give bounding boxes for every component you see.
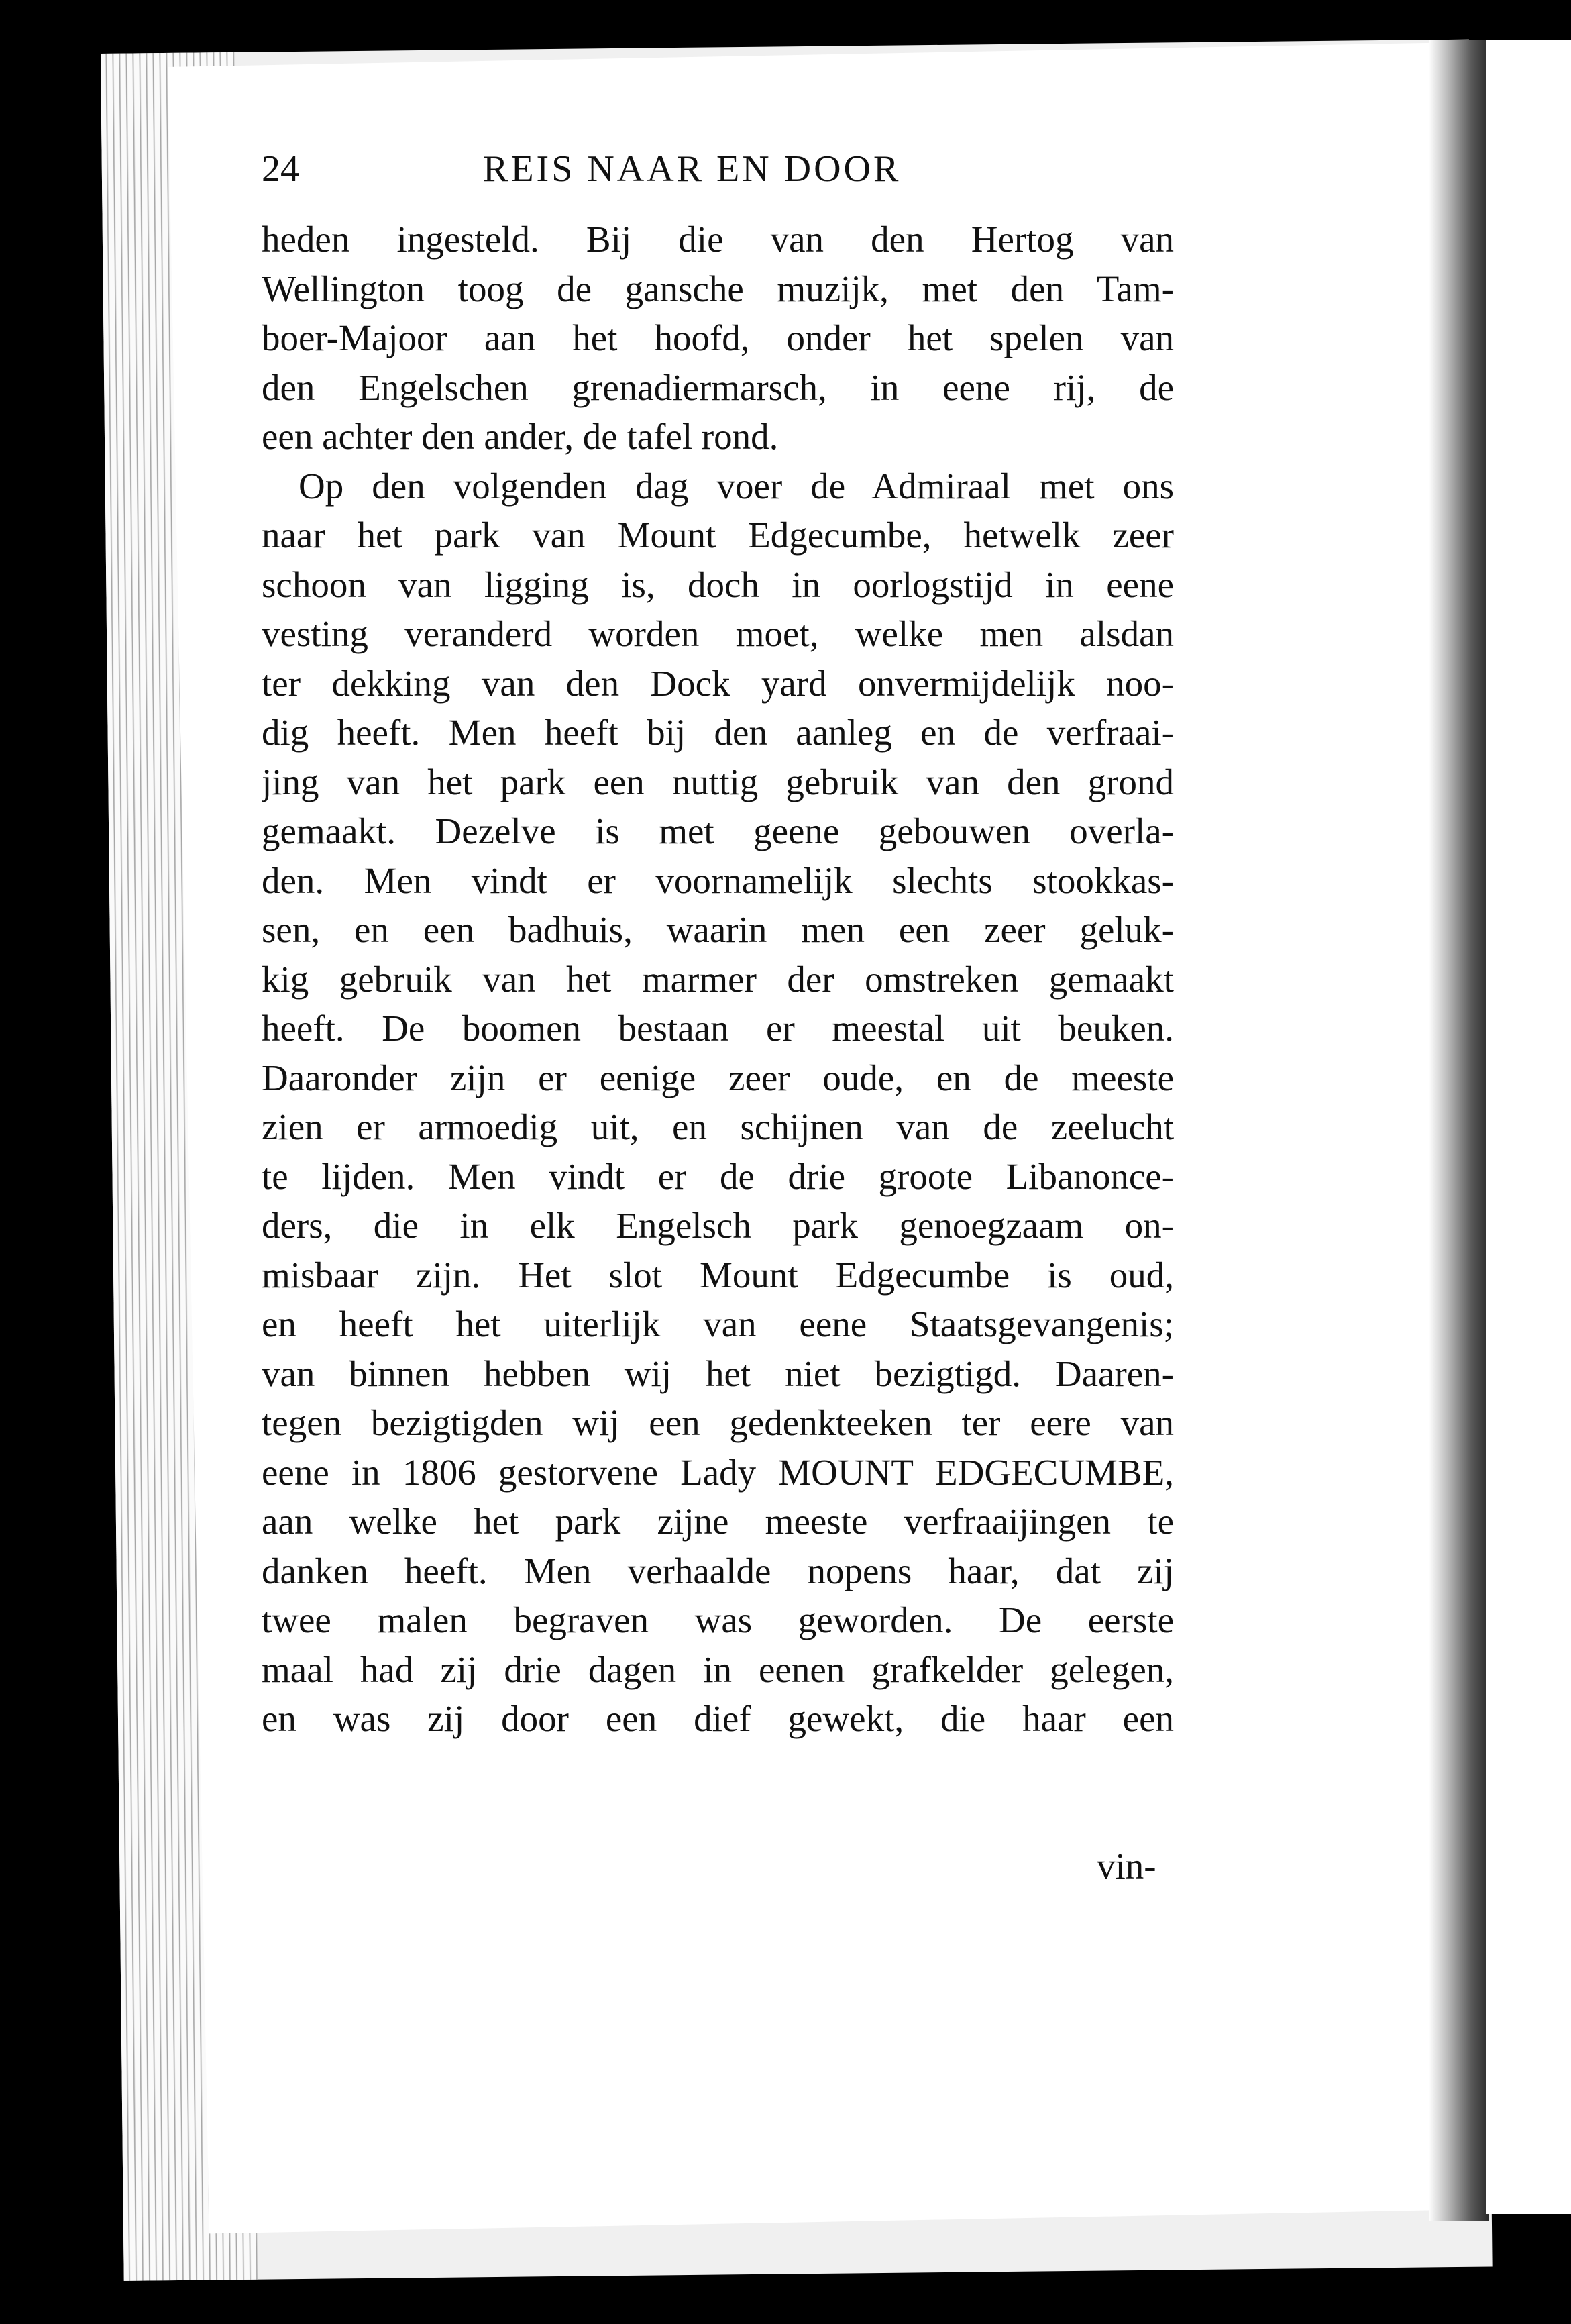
text-line: misbaar zijn. Het slot Mount Edgecumbe is oud, xyxy=(262,1254,1174,1296)
text-line: sen, en een badhuis, waarin men een zeer geluk- xyxy=(262,909,1174,950)
text-line: Wellington toog de gansche muzijk, met den Tam- xyxy=(262,268,1174,309)
text-line: kig gebruik van het marmer der omstreken gemaakt xyxy=(262,958,1174,1000)
text-line: ter dekking van den Dock yard onvermijdelijk noo- xyxy=(262,662,1174,704)
text-line: heden ingesteld. Bij die van den Hertog van xyxy=(262,219,1174,260)
page-number: 24 xyxy=(262,148,299,190)
text-line: een achter den ander, de tafel rond. xyxy=(262,416,779,457)
body-text xyxy=(262,215,1174,1744)
running-head xyxy=(262,148,1201,201)
text-line: schoon van ligging is, doch in oorlogstijd in eene xyxy=(262,564,1174,605)
text-line: naar het park van Mount Edgecumbe, hetwelk zeer xyxy=(262,515,1174,556)
text-line: gemaakt. Dezelve is met geene gebouwen overla- xyxy=(262,810,1174,851)
facing-page xyxy=(1486,40,1571,2214)
text-line: Daaronder zijn er eenige zeer oude, en de meeste xyxy=(262,1057,1174,1098)
text-line: van binnen hebben wij het niet bezigtigd. Daaren- xyxy=(262,1353,1174,1394)
text-line: maal had zij drie dagen in eenen grafkelder gelegen, xyxy=(262,1648,1174,1690)
text-line: dig heeft. Men heeft bij den aanleg en de verfraai- xyxy=(262,712,1174,753)
book-gutter xyxy=(1429,40,1489,2221)
text-line: en heeft het uiterlijk van eene Staatsgevangenis; xyxy=(262,1304,1174,1344)
text-line: den Engelschen grenadiermarsch, in eene rij, de xyxy=(262,366,1174,408)
text-line: twee malen begraven was geworden. De eerste xyxy=(262,1599,1174,1640)
text-line: zien er armoedig uit, en schijnen van de zeelucht xyxy=(262,1106,1174,1147)
text-line: heeft. De boomen bestaan er meestal uit beuken. xyxy=(262,1008,1174,1049)
text-line: eene in 1806 gestorvene Lady MOUNT EDGECUMBE, xyxy=(262,1451,1174,1493)
text-line: te lijden. Men vindt er de drie groote Libanonce- xyxy=(262,1155,1174,1197)
catchword: vin- xyxy=(1097,1846,1156,1887)
text-line: jing van het park een nuttig gebruik van den grond xyxy=(262,761,1174,802)
text-line: vesting veranderd worden moet, welke men alsdan xyxy=(262,613,1174,654)
text-line: Op den volgenden dag voer de Admiraal met ons xyxy=(299,465,1174,507)
text-line: en was zij door een dief gewekt, die haar een xyxy=(262,1698,1174,1739)
text-line: aan welke het park zijne meeste verfraaijingen te xyxy=(262,1501,1174,1542)
text-line: boer-Majoor aan het hoofd, onder het spelen van xyxy=(262,317,1174,358)
text-line: danken heeft. Men verhaalde nopens haar, dat zij xyxy=(262,1550,1174,1591)
text-line: tegen bezigtigden wij een gedenkteeken ter eere van xyxy=(262,1402,1174,1443)
text-line: den. Men vindt er voornamelijk slechts stookkas- xyxy=(262,859,1174,901)
running-title: REIS NAAR EN DOOR xyxy=(483,148,902,190)
text-line: ders, die in elk Engelsch park genoegzaam on- xyxy=(262,1205,1174,1246)
